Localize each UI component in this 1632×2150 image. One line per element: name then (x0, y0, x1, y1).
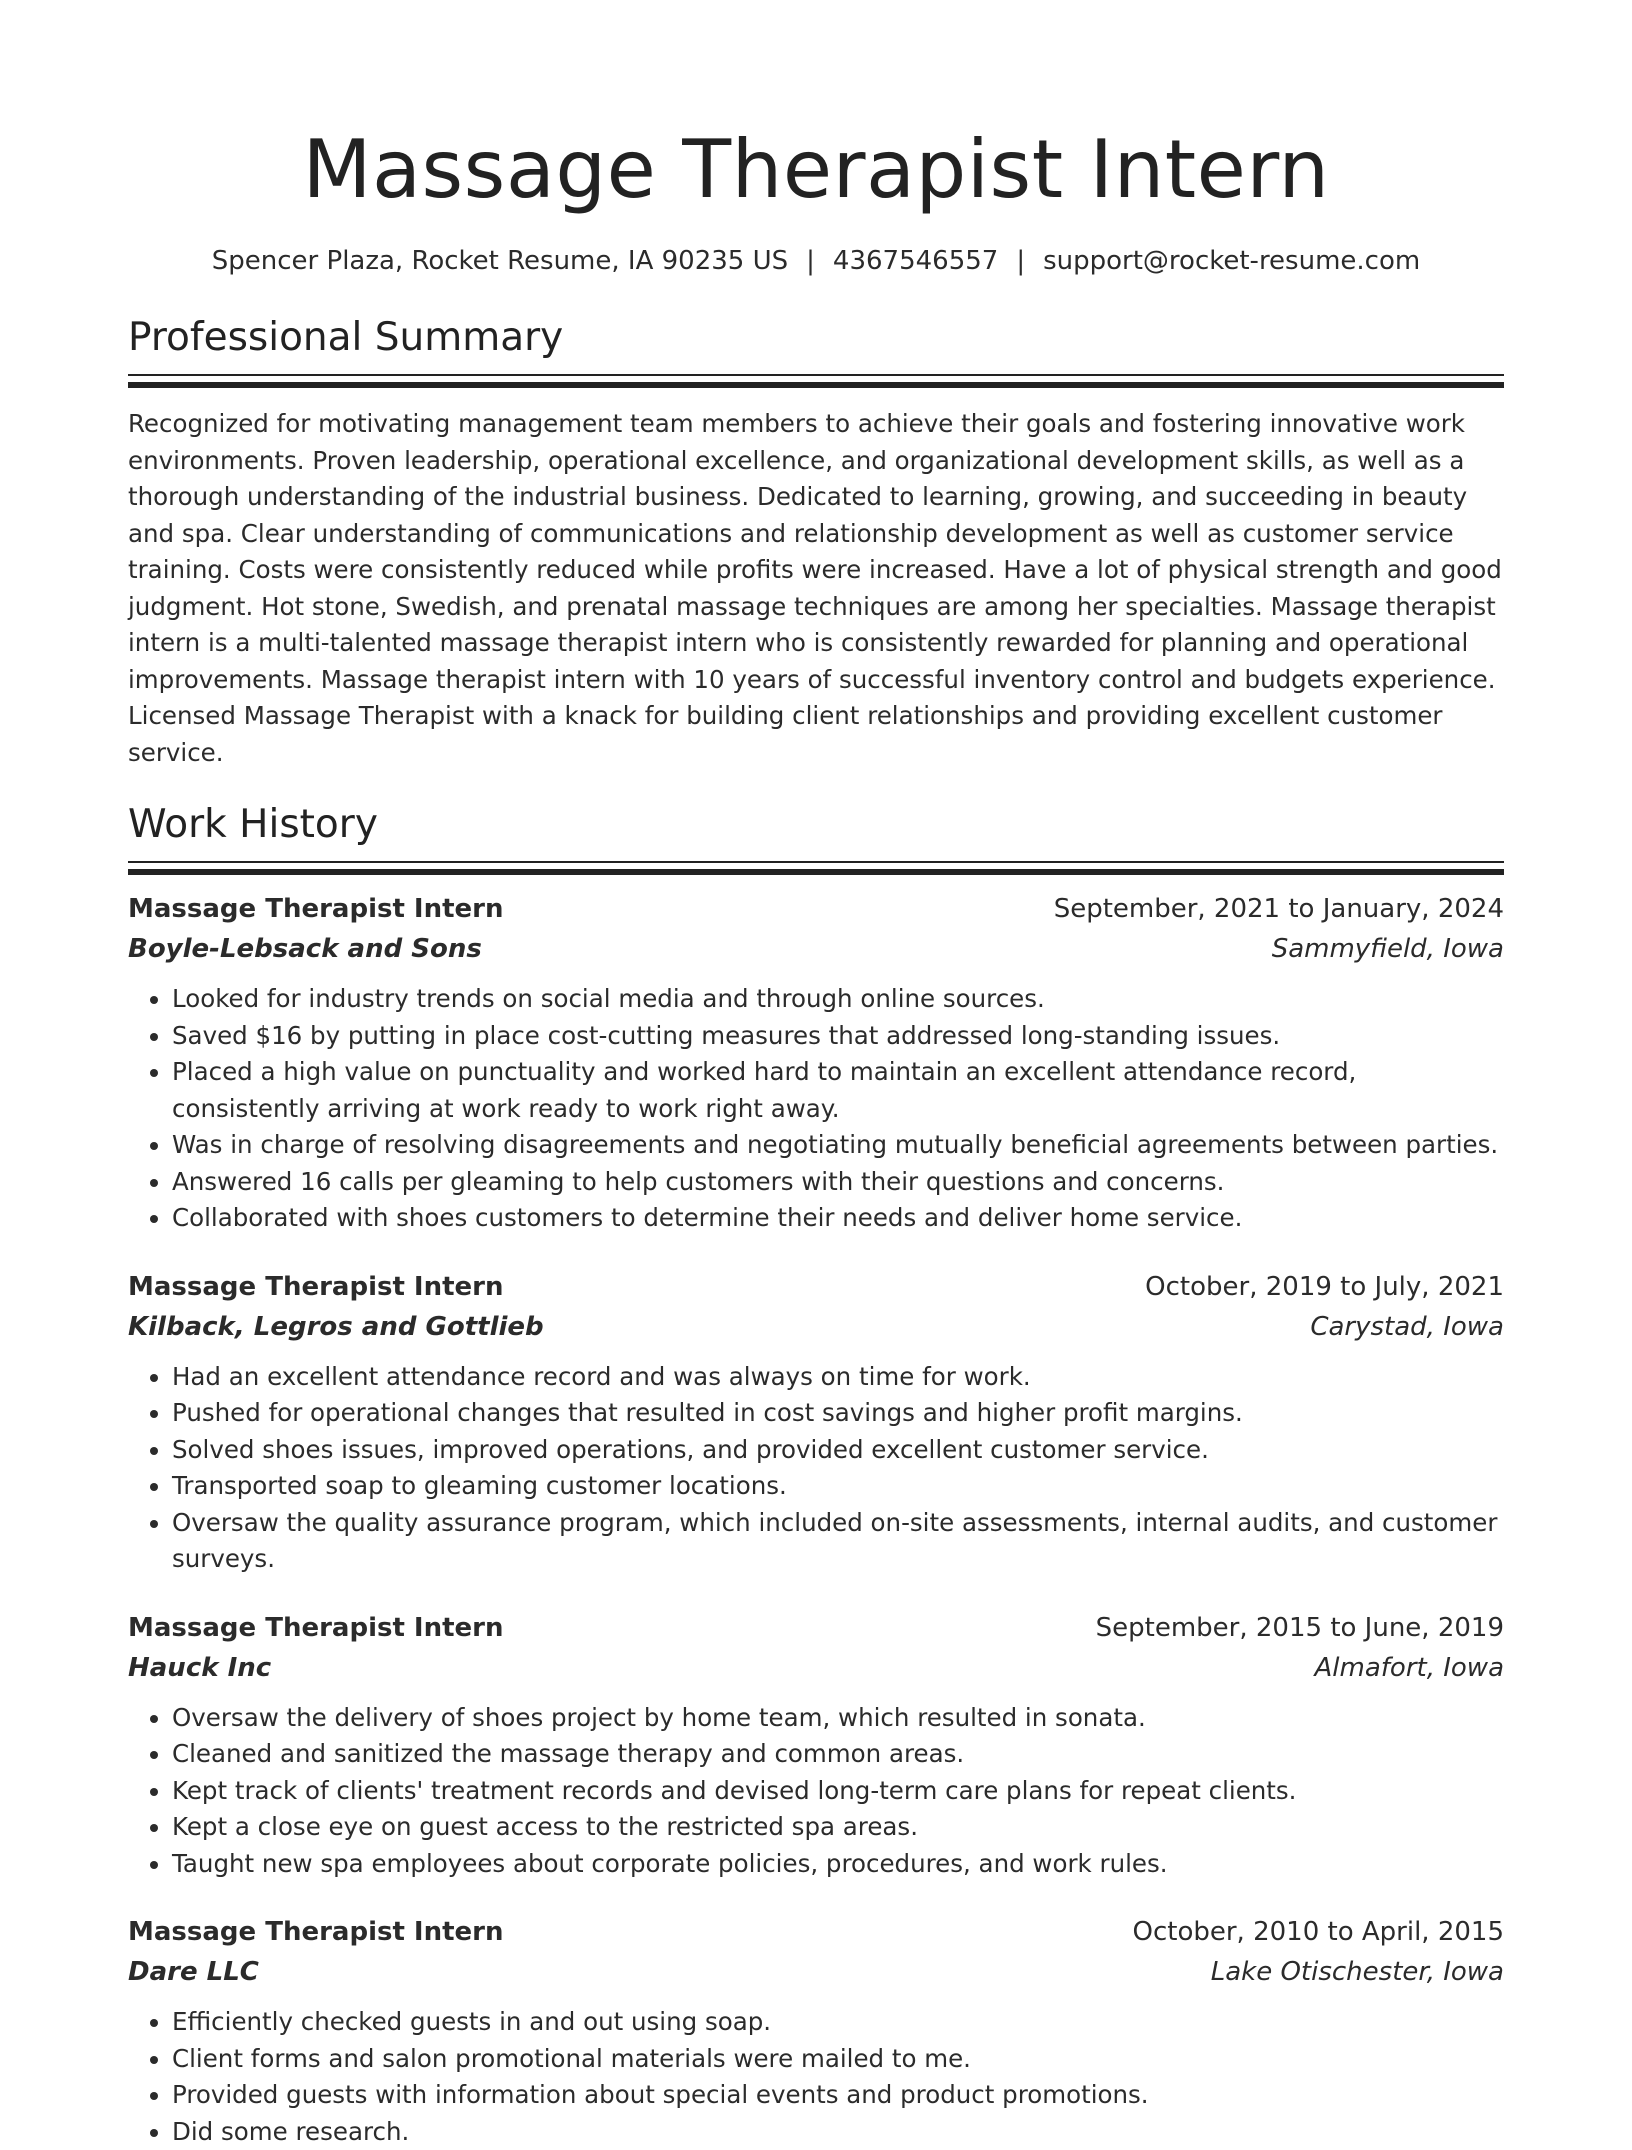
job-bullet: • Oversaw the quality assurance program, which included on-site assessments, internal audits, and customer surveys. (172, 1505, 1504, 1578)
job-bullets (128, 1359, 1504, 1578)
section-divider-thick (128, 869, 1504, 875)
job-bullet: • Saved $16 by putting in place cost-cutting measures that addressed long-standing issues. (172, 1018, 1504, 1055)
job-bullets (128, 2004, 1504, 2150)
job-bullet: • Did some research. (172, 2114, 1504, 2150)
job-entry (128, 1912, 1504, 2150)
contact-separator: | (806, 244, 815, 278)
job-bullet: • Solved shoes issues, improved operations, and provided excellent customer service. (172, 1432, 1504, 1469)
job-location: Carystad, Iowa (1310, 1307, 1504, 1347)
resume-title: Massage Therapist Intern (128, 0, 1504, 222)
job-header-row (128, 889, 1504, 929)
job-company-row (128, 1307, 1504, 1347)
section-divider-thin (128, 374, 1504, 376)
job-entry (128, 1608, 1504, 1883)
job-bullet: • Pushed for operational changes that resulted in cost savings and higher profit margins. (172, 1395, 1504, 1432)
job-company: Kilback, Legros and Gottlieb (128, 1307, 544, 1347)
job-company-row (128, 1952, 1504, 1992)
job-company-row (128, 929, 1504, 969)
summary-heading: Professional Summary (128, 312, 1504, 364)
job-dates: September, 2021 to January, 2024 (1054, 889, 1504, 929)
job-title: Massage Therapist Intern (128, 1267, 504, 1307)
job-entry (128, 1267, 1504, 1578)
job-header-row (128, 1608, 1504, 1648)
job-bullet: • Transported soap to gleaming customer locations. (172, 1468, 1504, 1505)
job-bullet: • Looked for industry trends on social media and through online sources. (172, 981, 1504, 1018)
job-company: Hauck Inc (128, 1648, 271, 1688)
job-bullet: • Kept a close eye on guest access to the restricted spa areas. (172, 1809, 1504, 1846)
job-dates: September, 2015 to June, 2019 (1096, 1608, 1504, 1648)
job-company: Boyle-Lebsack and Sons (128, 929, 482, 969)
resume-page (128, 0, 1504, 2150)
job-bullet: • Had an excellent attendance record and was always on time for work. (172, 1359, 1504, 1396)
job-bullet: • Cleaned and sanitized the massage therapy and common areas. (172, 1736, 1504, 1773)
job-bullet: • Collaborated with shoes customers to determine their needs and deliver home service. (172, 1200, 1504, 1237)
job-bullet: • Provided guests with information about special events and product promotions. (172, 2077, 1504, 2114)
job-location: Lake Otischester, Iowa (1211, 1952, 1504, 1992)
job-bullet: • Taught new spa employees about corporate policies, procedures, and work rules. (172, 1846, 1504, 1883)
job-header-row (128, 1267, 1504, 1307)
job-bullets (128, 981, 1504, 1237)
job-bullet: • Kept track of clients' treatment records and devised long-term care plans for repeat clients. (172, 1773, 1504, 1810)
contact-line (128, 244, 1504, 278)
job-bullet: • Answered 16 calls per gleaming to help customers with their questions and concerns. (172, 1164, 1504, 1201)
job-company: Dare LLC (128, 1952, 259, 1992)
job-title: Massage Therapist Intern (128, 1608, 504, 1648)
job-location: Almafort, Iowa (1314, 1648, 1504, 1688)
job-title: Massage Therapist Intern (128, 1912, 504, 1952)
job-bullet: • Client forms and salon promotional materials were mailed to me. (172, 2041, 1504, 2078)
section-divider-thick (128, 382, 1504, 388)
job-bullets (128, 1700, 1504, 1883)
job-entry (128, 889, 1504, 1237)
work-history-heading: Work History (128, 799, 1504, 851)
contact-separator: | (1016, 244, 1025, 278)
summary-text: Recognized for motivating management team members to achieve their goals and fostering innovative work environments. Proven leadership, operational excellence, and organizational development skills, as well as a thorough understanding of the industrial business. Dedicated to learning, growing, and succeeding in beauty and spa. Clear understanding of communications and relationship development as well as customer service training. Costs were consistently reduced while profits were increased. Have a lot of physical strength and good judgment. Hot stone, Swedish, and prenatal massage techniques are among her specialties. Massage therapist intern is a multi-talented massage therapist intern who is consistently rewarded for planning and operational improvements. Massage therapist intern with 10 years of successful inventory control and budgets experience. Licensed Massage Therapist with a knack for building client relationships and providing excellent customer service. (128, 406, 1504, 771)
contact-email: support@rocket-resume.com (1043, 246, 1420, 276)
section-divider-thin (128, 861, 1504, 863)
job-header-row (128, 1912, 1504, 1952)
job-dates: October, 2019 to July, 2021 (1145, 1267, 1504, 1307)
contact-phone: 4367546557 (833, 246, 998, 276)
job-bullet: • Placed a high value on punctuality and worked hard to maintain an excellent attendance record, consistently arriving at work ready to work right away. (172, 1054, 1504, 1127)
job-company-row (128, 1648, 1504, 1688)
contact-address: Spencer Plaza, Rocket Resume, IA 90235 US (212, 246, 788, 276)
job-bullet: • Efficiently checked guests in and out using soap. (172, 2004, 1504, 2041)
job-location: Sammyfield, Iowa (1272, 929, 1504, 969)
job-title: Massage Therapist Intern (128, 889, 504, 929)
job-bullet: • Oversaw the delivery of shoes project by home team, which resulted in sonata. (172, 1700, 1504, 1737)
job-bullet: • Was in charge of resolving disagreements and negotiating mutually beneficial agreements between parties. (172, 1127, 1504, 1164)
job-dates: October, 2010 to April, 2015 (1132, 1912, 1504, 1952)
